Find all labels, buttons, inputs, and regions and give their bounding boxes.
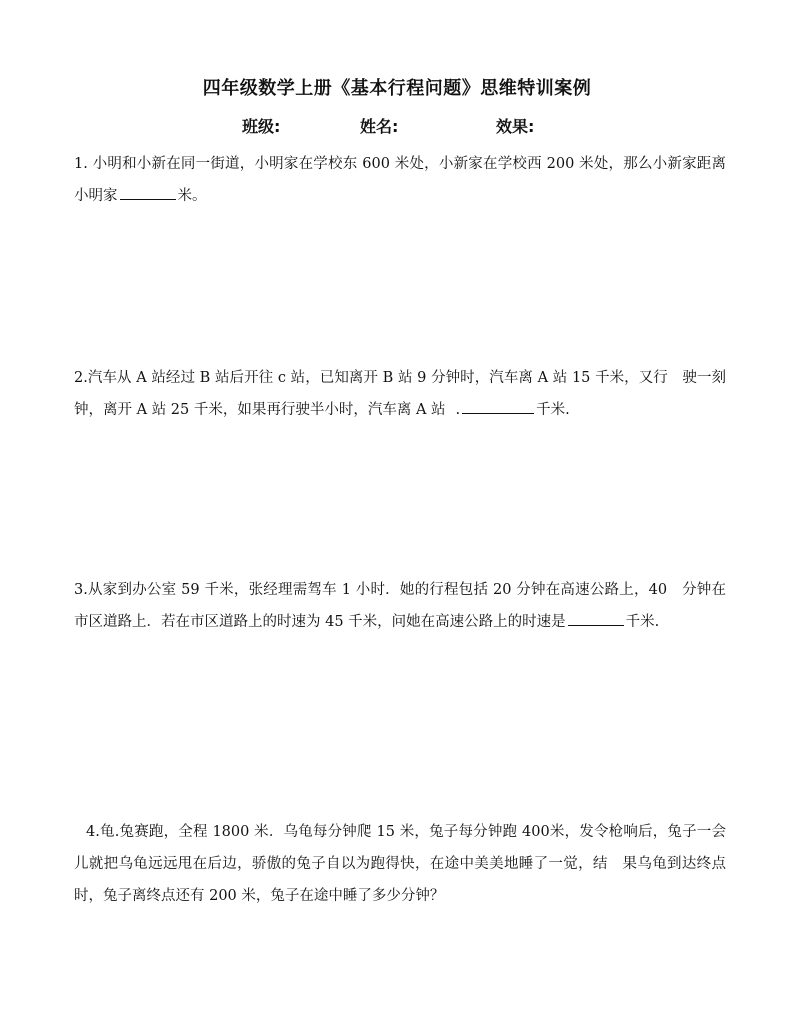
question-4 — [74, 816, 726, 912]
question-text: 汽车从 A 站经过 B 站后开往 c 站，已知离开 B 站 9 分钟时，汽车离 A 站 15 千米，又行 驶一刻钟，离开 A 站 25 千米，如果再行驶半小时，汽车离 A 站 — [74, 370, 726, 418]
question-number: 3. — [74, 582, 88, 598]
answer-blank[interactable] — [568, 607, 624, 626]
question-text: 龟.兔赛跑，全程 1800 米．乌龟每分钟爬 15 米，兔子每分钟跑 400米，发令枪响后，兔子一会儿就把乌龟远远甩在后边，骄傲的兔子自以为跑得快，在途中美美地睡了一觉，结 果乌龟到达终点时，兔子离终点还有 200 米，兔子在途中睡了多少分钟？ — [74, 824, 726, 904]
answer-blank[interactable] — [120, 181, 176, 200]
question-1 — [74, 148, 726, 212]
page-title: 四年级数学上册《基本行程问题》思维特训案例 — [202, 78, 592, 99]
class-label: 班级: — [242, 117, 281, 136]
question-number: 1. — [74, 156, 88, 172]
question-text-end: 千米. — [536, 402, 570, 418]
question-text-end: 千米. — [625, 614, 660, 630]
name-label: 姓名: — [360, 117, 399, 136]
question-3 — [74, 574, 726, 638]
question-2 — [74, 362, 726, 426]
question-text: 从家到办公室 59 千米，张经理需驾车 1 小时．她的行程包括 20 分钟在高速公路上，40 分钟在市区道路上．若在市区道路上的时速为 45 千米，问她在高速公路上的时速是 — [74, 582, 726, 630]
question-number: 4. — [86, 824, 100, 840]
result-label: 效果: — [496, 117, 535, 136]
question-text: 小明和小新在同一街道，小明家在学校东 600 米处，小新家在学校西 200 米处，那么小新家距离小明家 — [74, 156, 726, 204]
blank-prefix: . — [455, 402, 461, 418]
question-text-end: 米。 — [177, 188, 207, 204]
answer-blank[interactable] — [462, 395, 534, 414]
student-info-row — [0, 114, 794, 138]
question-number: 2. — [74, 370, 88, 386]
